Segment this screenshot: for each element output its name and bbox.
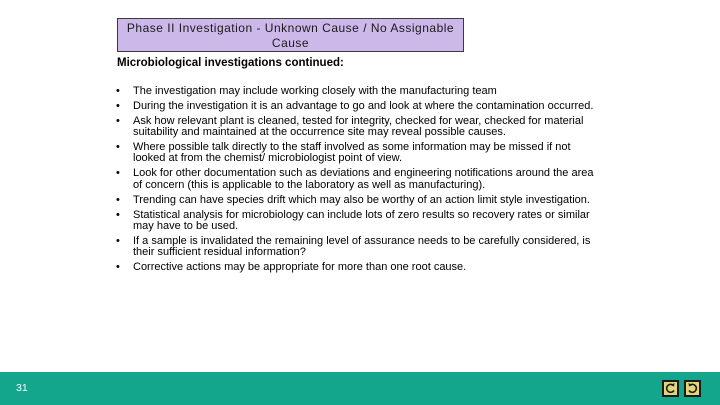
slide-subtitle: Microbiological investigations continued: xyxy=(117,57,344,69)
bullet-item: • During the investigation it is an advantage to go and look at where the contamination occurred. xyxy=(115,101,595,112)
bullet-item: • Look for other documentation such as deviations and engineering notifications around the area of concern (this is applicable to the laboratory as well as manufacturing). xyxy=(115,168,595,190)
bullet-item: • Statistical analysis for microbiology can include lots of zero results so recovery rates or similar may have to be used. xyxy=(115,210,595,232)
page-number: 31 xyxy=(16,382,28,394)
forward-arrow-icon xyxy=(686,382,699,395)
bullet-item: • If a sample is invalidated the remaining level of assurance needs to be carefully considered, is their sufficient residual information? xyxy=(115,236,595,258)
slide-title: Phase II Investigation - Unknown Cause / No Assignable Cause xyxy=(117,18,464,52)
bullet-item: • The investigation may include working closely with the manufacturing team xyxy=(115,86,595,97)
bullet-list xyxy=(115,86,595,277)
back-arrow-icon xyxy=(664,382,677,395)
forward-button[interactable] xyxy=(684,380,701,397)
back-button[interactable] xyxy=(662,380,679,397)
bullet-item: • Where possible talk directly to the staff involved as some information may be missed if not looked at from the chemist/ microbiologist point of view. xyxy=(115,142,595,164)
footer-bar xyxy=(0,372,720,405)
bullet-item: • Trending can have species drift which may also be worthy of an action limit style investigation. xyxy=(115,195,595,206)
bullet-item: • Ask how relevant plant is cleaned, tested for integrity, checked for wear, checked for material suitability and maintained at the occurrence site may reveal possible causes. xyxy=(115,116,595,138)
bullet-item: • Corrective actions may be appropriate for more than one root cause. xyxy=(115,262,595,273)
